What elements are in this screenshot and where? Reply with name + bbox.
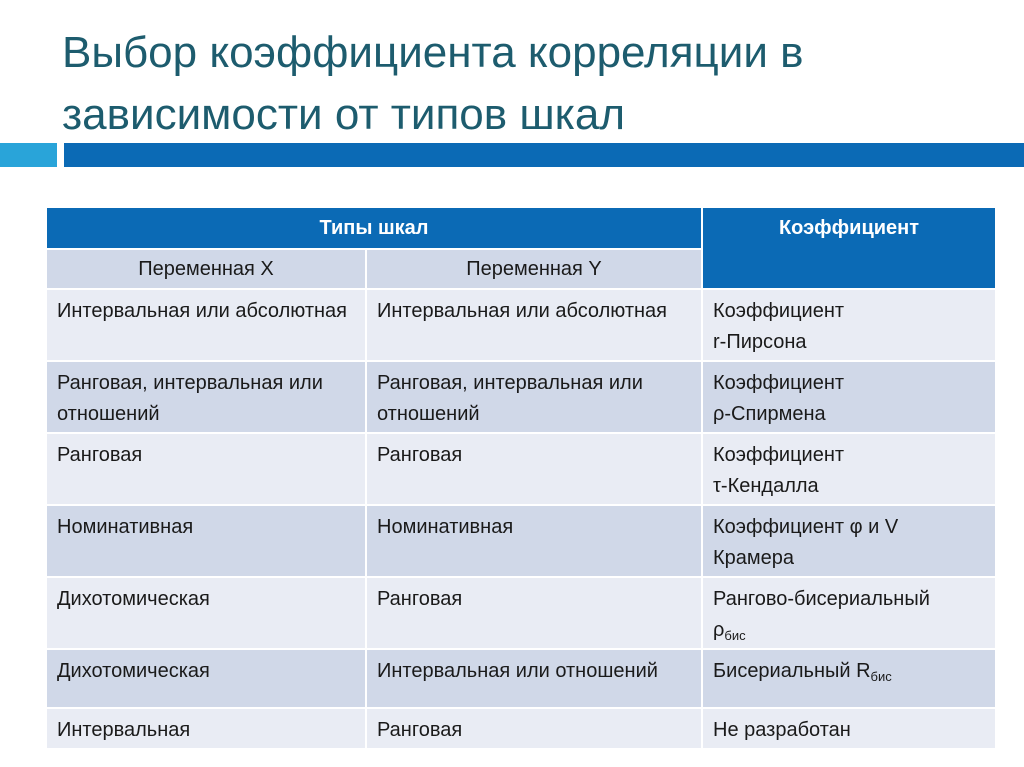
- accent-bar-light: [0, 143, 57, 167]
- cell-coefficient: [702, 289, 996, 361]
- header-scale-types: Типы шкал: [46, 207, 702, 249]
- header-variable-x: Переменная X: [46, 249, 366, 289]
- cell-variable-x: Интервальная или абсолютная: [46, 289, 366, 361]
- coefficient-name: Бисериальный R: [713, 660, 871, 682]
- coefficient-symbol: ρ-Спирмена: [713, 403, 826, 425]
- cell-coefficient: [702, 649, 996, 708]
- coefficient-name: Коэффициент: [713, 444, 845, 466]
- header-coefficient: Коэффициент: [702, 207, 996, 289]
- cell-variable-y: Ранговая, интервальная или отношений: [366, 361, 702, 433]
- cell-variable-y: Интервальная или отношений: [366, 649, 702, 708]
- cell-variable-y: Ранговая: [366, 433, 702, 505]
- coefficient-symbol: τ-Кендалла: [713, 475, 819, 497]
- cell-variable-x: Дихотомическая: [46, 577, 366, 649]
- coefficient-subscript: бис: [870, 669, 892, 684]
- coefficient-name: Не разработан: [713, 719, 851, 741]
- cell-variable-y: Ранговая: [366, 577, 702, 649]
- cell-coefficient: [702, 433, 996, 505]
- cell-variable-x: Дихотомическая: [46, 649, 366, 708]
- coefficient-symbol: Крамера: [713, 547, 795, 569]
- cell-coefficient: [702, 505, 996, 577]
- cell-variable-y: Ранговая: [366, 708, 702, 749]
- cell-variable-x: Ранговая: [46, 433, 366, 505]
- table-row: [46, 577, 996, 649]
- table-row: [46, 505, 996, 577]
- header-variable-y: Переменная Y: [366, 249, 702, 289]
- coefficient-name: Рангово-бисериальный: [713, 588, 930, 610]
- cell-coefficient: [702, 361, 996, 433]
- coefficient-name: Коэффициент: [713, 372, 845, 394]
- cell-coefficient: [702, 577, 996, 649]
- correlation-table: [45, 206, 997, 750]
- page-title: Выбор коэффициента корреляции в зависимости от типов шкал: [62, 28, 804, 139]
- table-row: [46, 708, 996, 749]
- cell-variable-x: Номинативная: [46, 505, 366, 577]
- cell-variable-y: Интервальная или абсолютная: [366, 289, 702, 361]
- coefficient-name: Коэффициент φ и V: [713, 516, 899, 538]
- table-row: [46, 361, 996, 433]
- coefficient-subscript: бис: [724, 628, 746, 643]
- accent-bar: [64, 143, 1024, 167]
- coefficient-symbol: r-Пирсона: [713, 331, 807, 353]
- cell-variable-x: Интервальная: [46, 708, 366, 749]
- table-row: [46, 649, 996, 708]
- cell-variable-x: Ранговая, интервальная или отношений: [46, 361, 366, 433]
- table-body: [46, 289, 996, 749]
- cell-variable-y: Номинативная: [366, 505, 702, 577]
- table-row: [46, 433, 996, 505]
- coefficient-name: Коэффициент: [713, 300, 845, 322]
- cell-coefficient: [702, 708, 996, 749]
- coefficient-symbol: ρ: [713, 619, 725, 641]
- table-row: [46, 289, 996, 361]
